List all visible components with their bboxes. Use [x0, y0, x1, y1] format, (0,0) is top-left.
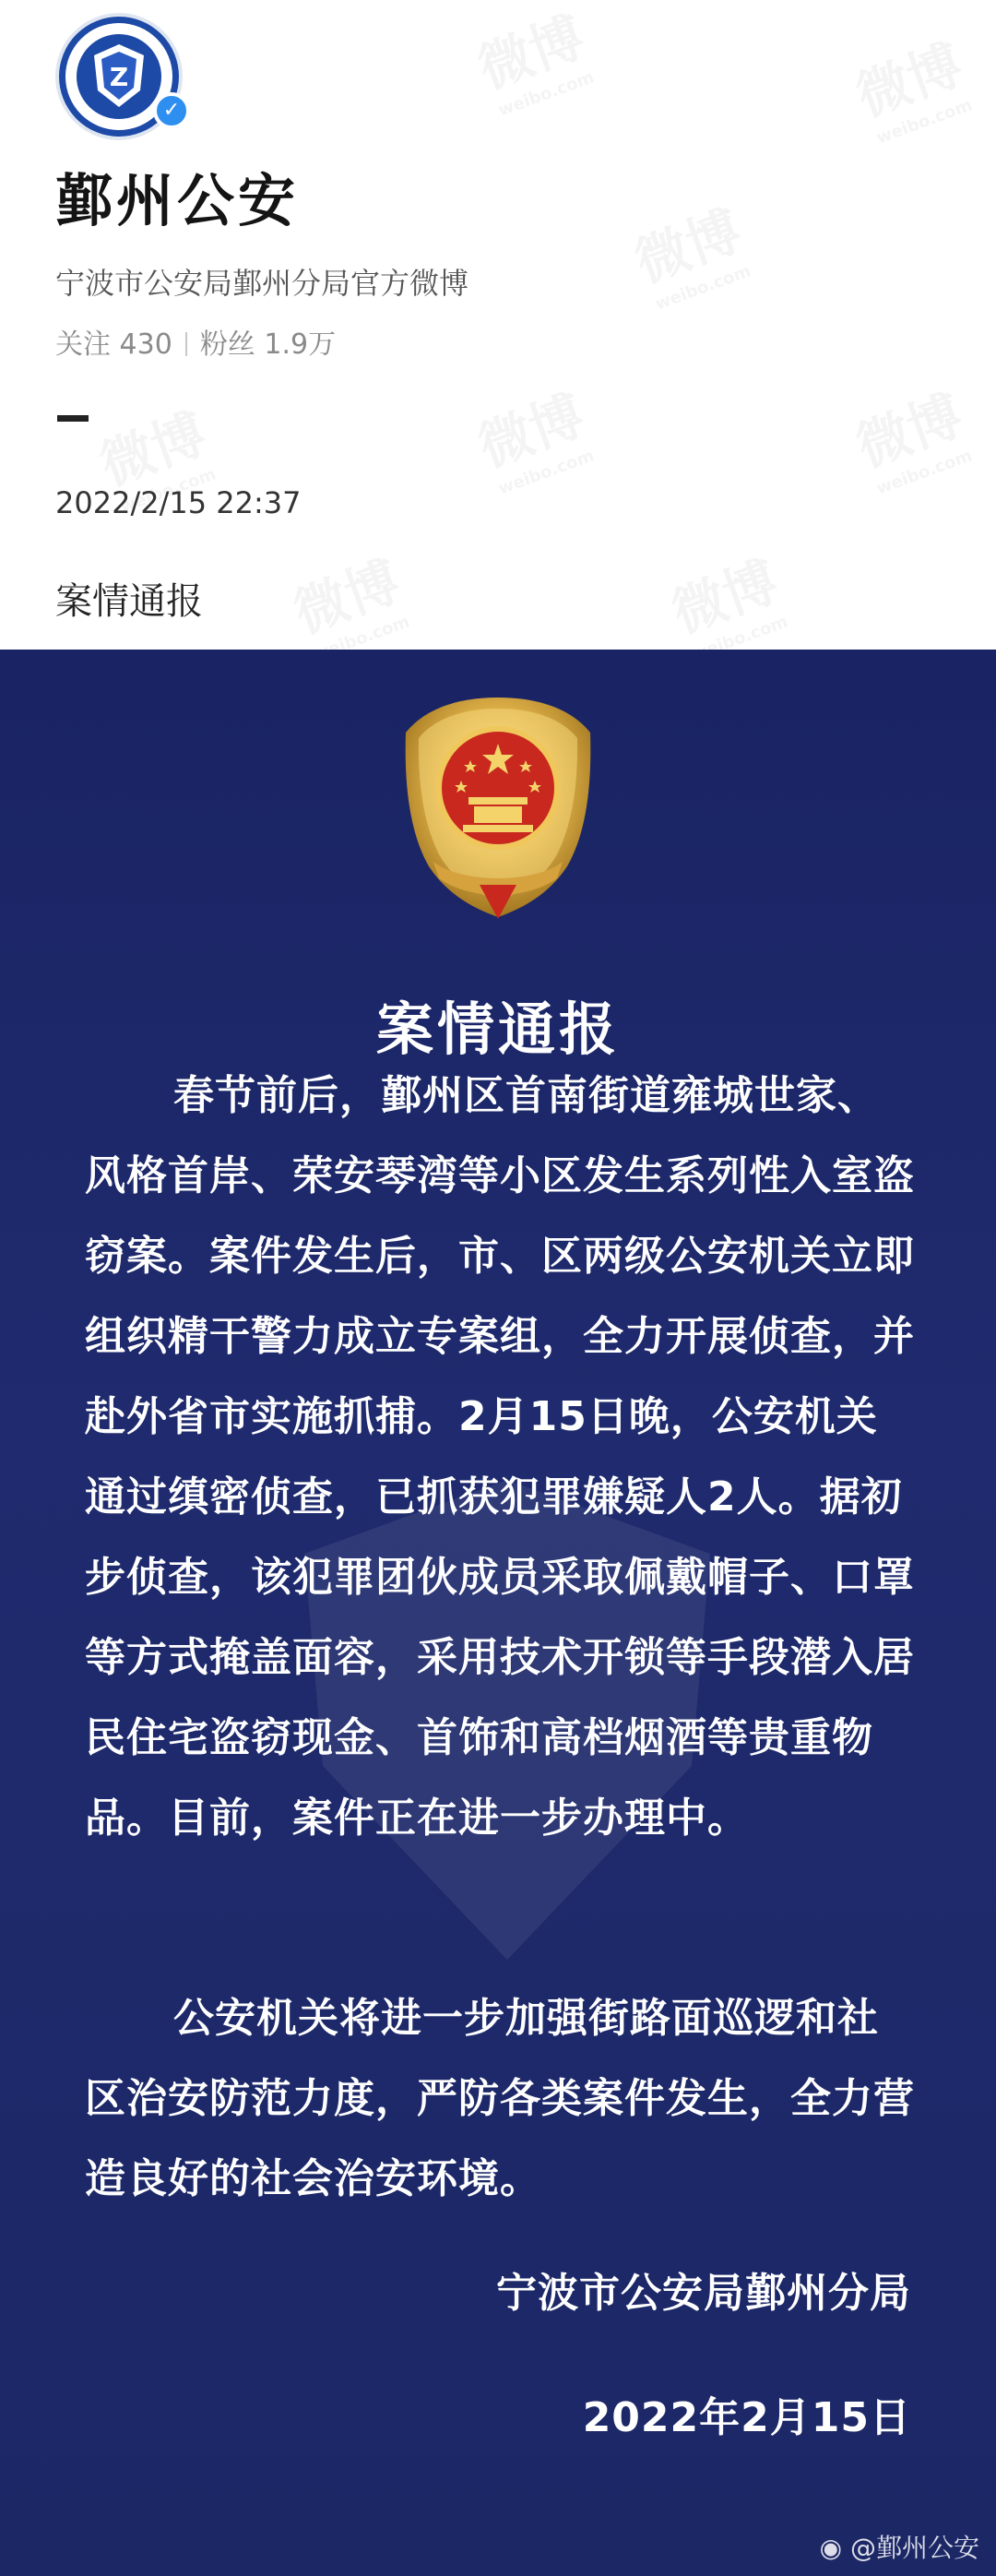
- post-text: 案情通报: [55, 580, 203, 623]
- verified-check-icon: ✓: [153, 92, 190, 129]
- notice-title: 案情通报: [375, 996, 620, 1063]
- section-divider-mark: [57, 415, 89, 422]
- police-emblem-icon: [387, 686, 609, 926]
- weibo-profile-header: [0, 0, 996, 650]
- watermark-weibo-logo: [467, 372, 600, 499]
- watermark-weibo-logo: [282, 538, 416, 650]
- watermark-weibo-logo: [845, 372, 978, 499]
- weibo-logo-icon: ◉: [819, 2533, 843, 2563]
- account-stats: [55, 321, 336, 362]
- case-notice-image[interactable]: [0, 650, 996, 2576]
- fans-link[interactable]: [200, 328, 336, 361]
- fans-label: 粉丝: [199, 328, 255, 361]
- watermark-weibo-logo: [845, 21, 978, 149]
- post-timestamp: 2022/2/15 22:37: [55, 485, 302, 520]
- weibo-watermark-text: @鄞州公安: [849, 2533, 979, 2563]
- stats-divider: [185, 332, 187, 356]
- following-label: 关注: [55, 328, 111, 361]
- notice-paragraph-2: 公安机关将进一步加强街路面巡逻和社区治安防范力度，严防各类案件发生，全力营造良好的社会治安环境。: [85, 1995, 915, 2202]
- watermark-weibo-logo: [623, 187, 757, 315]
- following-count: 430: [119, 328, 172, 361]
- svg-text:Z: Z: [109, 62, 129, 92]
- notice-signature: 宁波市公安局鄞州分局: [496, 2270, 911, 2317]
- notice-paragraph-1: 春节前后，鄞州区首南街道雍城世家、风格首岸、荣安琴湾等小区发生系列性入室盗窃案。案件发生后，市、区两级公安机关立即组织精干警力成立专案组，全力开展侦查，并赴外省市实施抓捕。2月15日晚，公安机关通过缜密侦查，已抓获犯罪嫌疑人2人。据初步侦查，该犯罪团伙成员采取佩戴帽子、口罩等方式掩盖面容，采用技术开锁等手段潜入居民住宅盗窃现金、首饰和高档烟酒等贵重物品。目前，案件正在进一步办理中。: [85, 1072, 915, 1842]
- account-bio: 宁波市公安局鄞州分局官方微博: [55, 266, 469, 301]
- watermark-weibo-logo: [467, 0, 600, 122]
- weibo-watermark-label: [820, 2528, 979, 2565]
- following-link[interactable]: [55, 328, 172, 361]
- watermark-weibo-logo: [660, 538, 794, 650]
- account-name[interactable]: 鄞州公安: [55, 167, 300, 234]
- fans-count: 1.9万: [264, 328, 337, 361]
- notice-date: 2022年2月15日: [582, 2394, 911, 2441]
